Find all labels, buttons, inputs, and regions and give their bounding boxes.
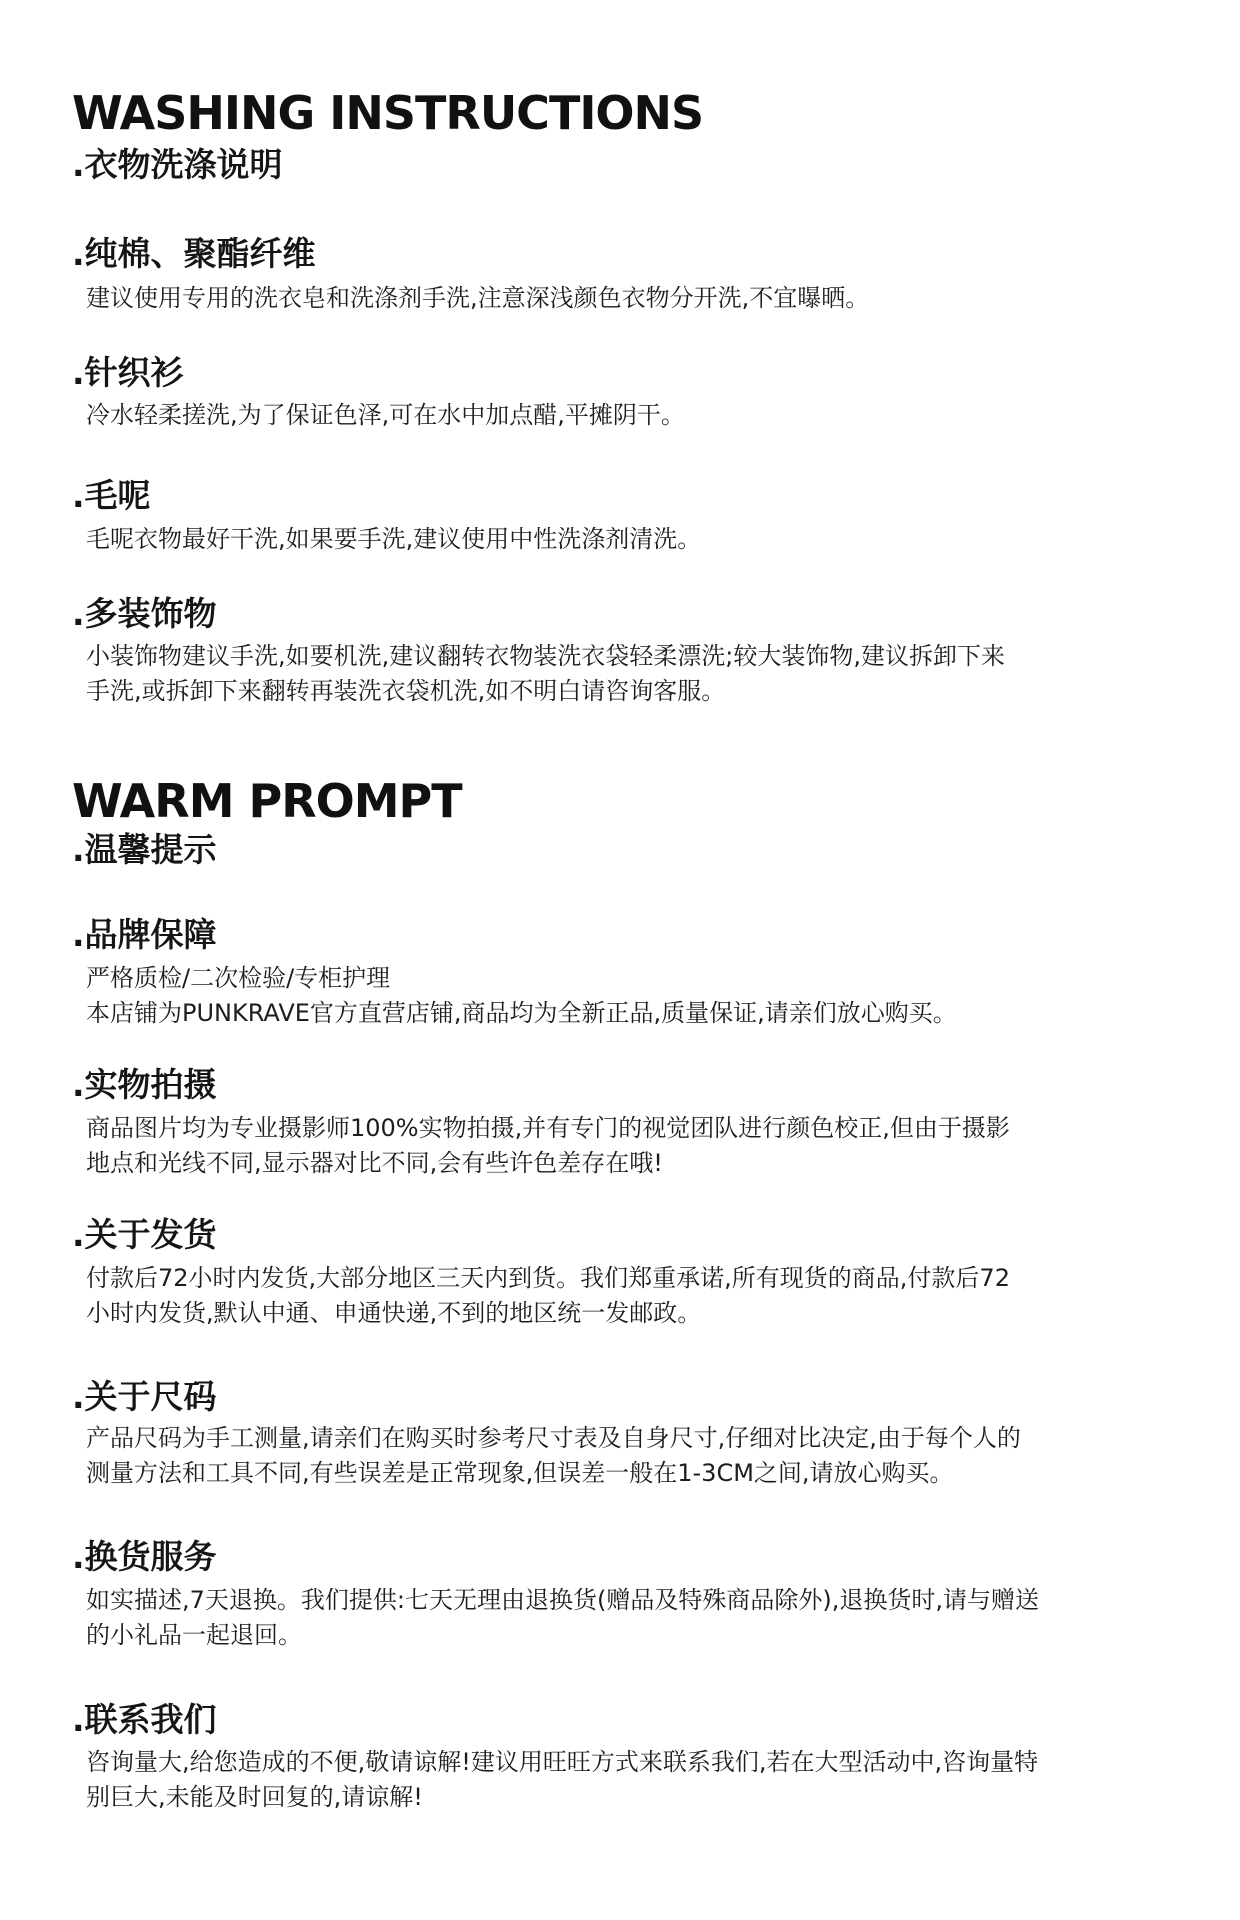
text-line: 地点和光线不同,显示器对比不同,会有些许色差存在哦! bbox=[86, 1149, 663, 1177]
section-heading-sizing: .关于尺码 bbox=[72, 1377, 217, 1416]
text-line: 毛呢衣物最好干洗,如果要手洗,建议使用中性洗涤剂清洗。 bbox=[86, 525, 702, 553]
text-line: 小时内发货,默认中通、申通快递,不到的地区统一发邮政。 bbox=[86, 1299, 702, 1327]
section-heading-brand-guarantee: .品牌保障 bbox=[72, 915, 217, 954]
section-text-knitwear bbox=[86, 398, 1196, 433]
section-text-decorations bbox=[86, 639, 1196, 709]
section-text-contact-us bbox=[86, 1745, 1196, 1815]
text-line: 的小礼品一起退回。 bbox=[86, 1621, 302, 1649]
washing-instructions-subtitle: .衣物洗涤说明 bbox=[72, 145, 283, 184]
text-line: 别巨大,未能及时回复的,请谅解! bbox=[86, 1783, 423, 1811]
section-heading-shipping: .关于发货 bbox=[72, 1215, 217, 1254]
washing-instructions-title: WASHING INSTRUCTIONS bbox=[72, 86, 704, 140]
text-line: 产品尺码为手工测量,请亲们在购买时参考尺寸表及自身尺寸,仔细对比决定,由于每个人的 bbox=[86, 1424, 1021, 1452]
warm-prompt-title: WARM PROMPT bbox=[72, 774, 462, 828]
text-line: 小装饰物建议手洗,如要机洗,建议翻转衣物装洗衣袋轻柔漂洗;较大装饰物,建议拆卸下来 bbox=[86, 642, 1005, 670]
section-text-exchange-service bbox=[86, 1583, 1196, 1653]
section-text-real-photos bbox=[86, 1111, 1196, 1181]
text-line: 本店铺为PUNKRAVE官方直营店铺,商品均为全新正品,质量保证,请亲们放心购买。 bbox=[86, 999, 957, 1027]
section-heading-real-photos: .实物拍摄 bbox=[72, 1065, 217, 1104]
section-heading-knitwear: .针织衫 bbox=[72, 353, 184, 392]
text-line: 测量方法和工具不同,有些误差是正常现象,但误差一般在1-3CM之间,请放心购买。 bbox=[86, 1459, 954, 1487]
text-line: 手洗,或拆卸下来翻转再装洗衣袋机洗,如不明白请咨询客服。 bbox=[86, 677, 726, 705]
section-text-cotton-polyester bbox=[86, 281, 1196, 316]
section-heading-cotton-polyester: .纯棉、聚酯纤维 bbox=[72, 234, 316, 273]
section-text-brand-guarantee bbox=[86, 961, 1196, 1031]
section-heading-exchange-service: .换货服务 bbox=[72, 1537, 217, 1576]
section-text-wool bbox=[86, 522, 1196, 557]
text-line: 严格质检/二次检验/专柜护理 bbox=[86, 964, 391, 992]
section-heading-wool: .毛呢 bbox=[72, 476, 151, 515]
text-line: 如实描述,7天退换。我们提供:七天无理由退换货(赠品及特殊商品除外),退换货时,请与赠送 bbox=[86, 1586, 1039, 1614]
section-heading-decorations: .多装饰物 bbox=[72, 594, 217, 633]
text-line: 商品图片均为专业摄影师100%实物拍摄,并有专门的视觉团队进行颜色校正,但由于摄影 bbox=[86, 1114, 1010, 1142]
section-text-sizing bbox=[86, 1421, 1196, 1491]
text-line: 付款后72小时内发货,大部分地区三天内到货。我们郑重承诺,所有现货的商品,付款后72 bbox=[86, 1264, 1010, 1292]
text-line: 咨询量大,给您造成的不便,敬请谅解!建议用旺旺方式来联系我们,若在大型活动中,咨询量特 bbox=[86, 1748, 1039, 1776]
section-text-shipping bbox=[86, 1261, 1196, 1331]
warm-prompt-subtitle: .温馨提示 bbox=[72, 830, 217, 869]
text-line: 冷水轻柔搓洗,为了保证色泽,可在水中加点醋,平摊阴干。 bbox=[86, 401, 685, 429]
section-heading-contact-us: .联系我们 bbox=[72, 1700, 217, 1739]
text-line: 建议使用专用的洗衣皂和洗涤剂手洗,注意深浅颜色衣物分开洗,不宜曝晒。 bbox=[86, 284, 870, 312]
